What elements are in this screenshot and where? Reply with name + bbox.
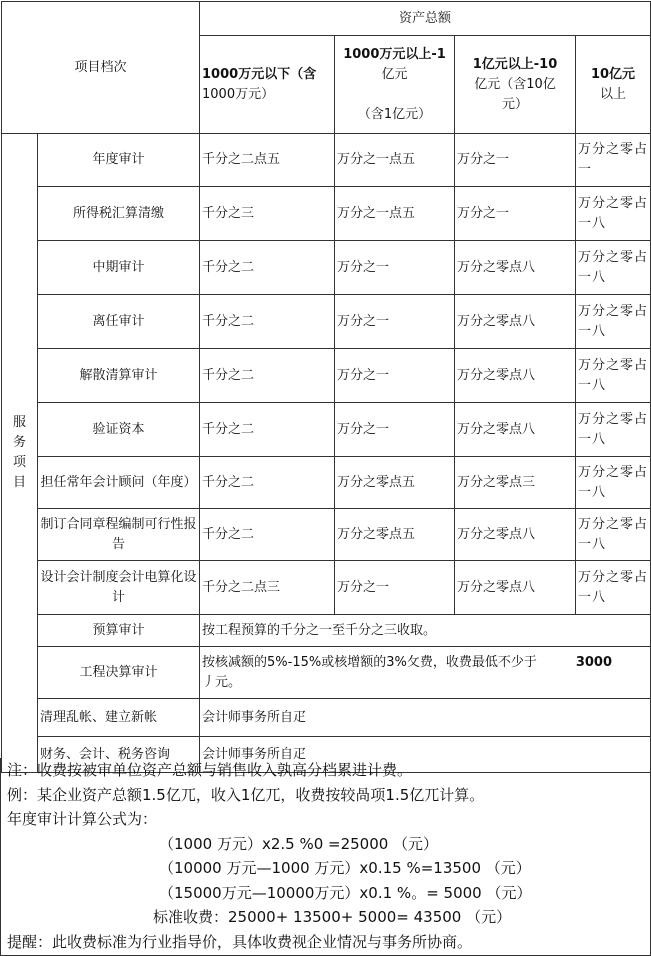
fee-cell: 千分之二	[200, 457, 335, 509]
fee-cell: 万分之一	[455, 187, 576, 241]
fee-cell: 万分之零占一八	[576, 403, 651, 457]
tier-3-header: 1亿元以上-10 亿元（含10亿 元）	[455, 36, 576, 134]
service-name: 解散清算审计	[38, 349, 200, 403]
fee-cell: 万分之零点八	[455, 241, 576, 295]
budget-audit-fee: 按工程预算的千分之一至千分之三收取。	[200, 615, 651, 647]
fee-cell: 千分之二	[200, 349, 335, 403]
service-name: 年度审计	[38, 134, 200, 187]
formula-title: 年度审计计算公式为：	[7, 810, 158, 828]
service-name: 离任审计	[38, 295, 200, 349]
formula-line: （15000万元—10000万元）x0.1 %。= 5000 （元）	[159, 883, 532, 902]
fee-cell: 千分之二	[200, 295, 335, 349]
fee-cell: 万分之零占一	[576, 134, 651, 187]
formula-line: （10000 万元—1000 万元）x0.15 %=13500 （元）	[159, 859, 531, 877]
fee-cell: 万分之一点五	[335, 187, 455, 241]
tier-2-header: 1000万元以上-1 亿元 （含1亿元）	[335, 36, 455, 134]
fee-cell: 千分之三	[200, 187, 335, 241]
service-name: 清理乱帐、建立新帐	[38, 699, 200, 737]
fee-cell: 万分之零占一八	[576, 241, 651, 295]
formula-line: （1000 万元）x2.5 %0 =25000 （元）	[159, 834, 439, 853]
service-group-label: 服 务 项 目	[2, 134, 38, 773]
reminder-line: 提醒：此收费标准为行业指导价，具体收费视企业情况与事务所协商。	[7, 932, 473, 951]
fee-cell: 万分之零点八	[455, 403, 576, 457]
fee-cell: 万分之一	[335, 349, 455, 403]
service-name: 设计会计制度会计电算化设计	[38, 561, 200, 615]
service-name: 所得税汇算清缴	[38, 187, 200, 241]
service-name: 预算审计	[38, 615, 200, 647]
service-name: 担任常年会计顾问（年度）	[38, 457, 200, 509]
fee-cell: 千分之二	[200, 241, 335, 295]
fee-cell: 万分之零点五	[335, 509, 455, 561]
fee-cell: 万分之零点八	[455, 295, 576, 349]
fee-cell: 千分之二点五	[200, 134, 335, 187]
notes-block	[0, 758, 651, 956]
fee-cell: 千分之二	[200, 403, 335, 457]
fee-cell: 万分之一	[335, 403, 455, 457]
fee-cell: 万分之零占一八	[576, 295, 651, 349]
fee-schedule-table	[1, 1, 651, 773]
fee-cell: 千分之二点三	[200, 561, 335, 615]
fee-cell: 万分之零点五	[335, 457, 455, 509]
fee-cell: 万分之一	[335, 241, 455, 295]
fee-cell: 万分之零点八	[455, 561, 576, 615]
fee-cell: 千分之二	[200, 509, 335, 561]
service-name: 工程决算审计	[38, 647, 200, 699]
fee-cell: 万分之零点三	[455, 457, 576, 509]
formula-total: 标准收费：25000+ 13500+ 5000= 43500 （元）	[153, 908, 512, 926]
fee-cell: 万分之零占一八	[576, 187, 651, 241]
cleanup-fee: 会计师事务所自疋	[200, 699, 651, 737]
service-name: 制订合同章程编制可行性报告	[38, 509, 200, 561]
fee-cell: 万分之一点五	[335, 134, 455, 187]
fee-cell: 万分之零占一八	[576, 349, 651, 403]
fee-cell: 万分之零占一八	[576, 457, 651, 509]
fee-cell: 万分之零点八	[455, 509, 576, 561]
fee-cell: 万分之零点八	[455, 349, 576, 403]
note-line: 注：收费按被审单位资产总额与销售收入孰高分档累进计费。	[7, 761, 413, 779]
item-level-header: 项目档次	[2, 2, 200, 134]
tier-4-header: 10亿元 以上	[576, 36, 651, 134]
service-name: 验证资本	[38, 403, 200, 457]
example-line: 例：某企业资产总额1.5亿兀，收入1亿兀，收费按较咼项1.5亿兀计算。	[7, 785, 485, 804]
consult-fee: 会计师事务所自疋	[200, 737, 651, 773]
final-audit-fee: 按核减额的5%-15%或核增额的3%攵费，收费最低不少于 3000 丿元。	[200, 647, 651, 699]
tier-1-header: 1000万元以下（含 1000万元）	[200, 36, 335, 134]
fee-cell: 万分之一	[335, 295, 455, 349]
asset-total-header: 资产总额	[200, 2, 651, 36]
fee-cell: 万分之一	[335, 561, 455, 615]
fee-cell: 万分之零占一八	[576, 509, 651, 561]
service-name: 财务、会计、税务咨询	[38, 737, 200, 773]
service-name: 中期审计	[38, 241, 200, 295]
fee-cell: 万分之零占一八	[576, 561, 651, 615]
fee-cell: 万分之一	[455, 134, 576, 187]
